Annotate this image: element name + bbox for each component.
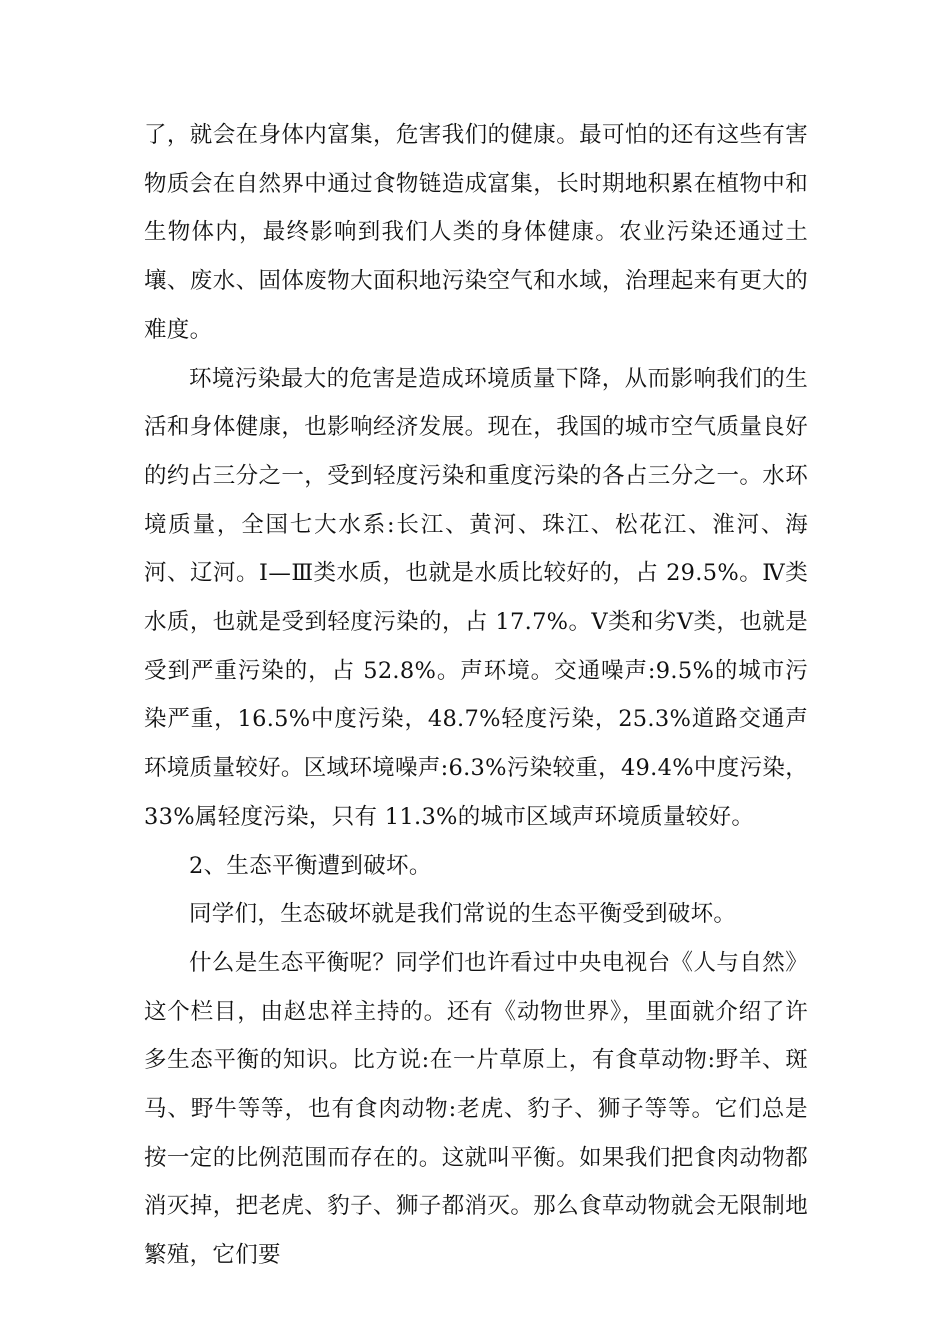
- section-heading-ecological-balance: 2、生态平衡遭到破坏。: [189, 852, 432, 879]
- paragraph-ecological-damage: 同学们，生态破坏就是我们常说的生态平衡受到破坏。: [189, 901, 737, 928]
- paragraph-continuation: 了，就会在身体内富集，危害我们的健康。最可怕的还有这些有害物质会在自然界中通过食物链造成富集，长时期地积累在植物中和生物体内，最终影响到我们人类的身体健康。农业污染还通过土壤、废水、固体废物大面积地污染空气和水域，治理起来有更大的难度。: [144, 122, 808, 343]
- paragraph-what-is-balance: 什么是生态平衡呢？同学们也许看过中央电视台《人与自然》这个栏目，由赵忠祥主持的。还有《动物世界》，里面就介绍了许多生态平衡的知识。比方说:在一片草原上，有食草动物:野羊、斑马、野牛等等，也有食肉动物:老虎、豹子、狮子等等。它们总是按一定的比例范围而存在的。这就叫平衡。如果我们把食肉动物都消灭掉，把老虎、豹子、狮子都消灭。那么食草动物就会无限制地繁殖，它们要: [144, 949, 808, 1269]
- body-text: [144, 111, 808, 1280]
- paragraph-pollution-harm: 环境污染最大的危害是造成环境质量下降，从而影响我们的生活和身体健康，也影响经济发展。现在，我国的城市空气质量良好的约占三分之一，受到轻度污染和重度污染的各占三分之一。水环境质量，全国七大水系:长江、黄河、珠江、松花江、淮河、海河、辽河。Ⅰ—Ⅲ类水质，也就是水质比较好的，占 29.5%。Ⅳ类水质，也就是受到轻度污染的，占 17.7%。Ⅴ类和劣Ⅴ类，也就是受到严重污染的，占 52.8%。声环境。交通噪声:9.5%的城市污染严重，16.5%中度污染，48.7%轻度污染，25.3%道路交通声环境质量较好。区域环境噪声:6.3%污染较重，49.4%中度污染，33%属轻度污染，只有 11.3%的城市区域声环境质量较好。: [144, 365, 808, 830]
